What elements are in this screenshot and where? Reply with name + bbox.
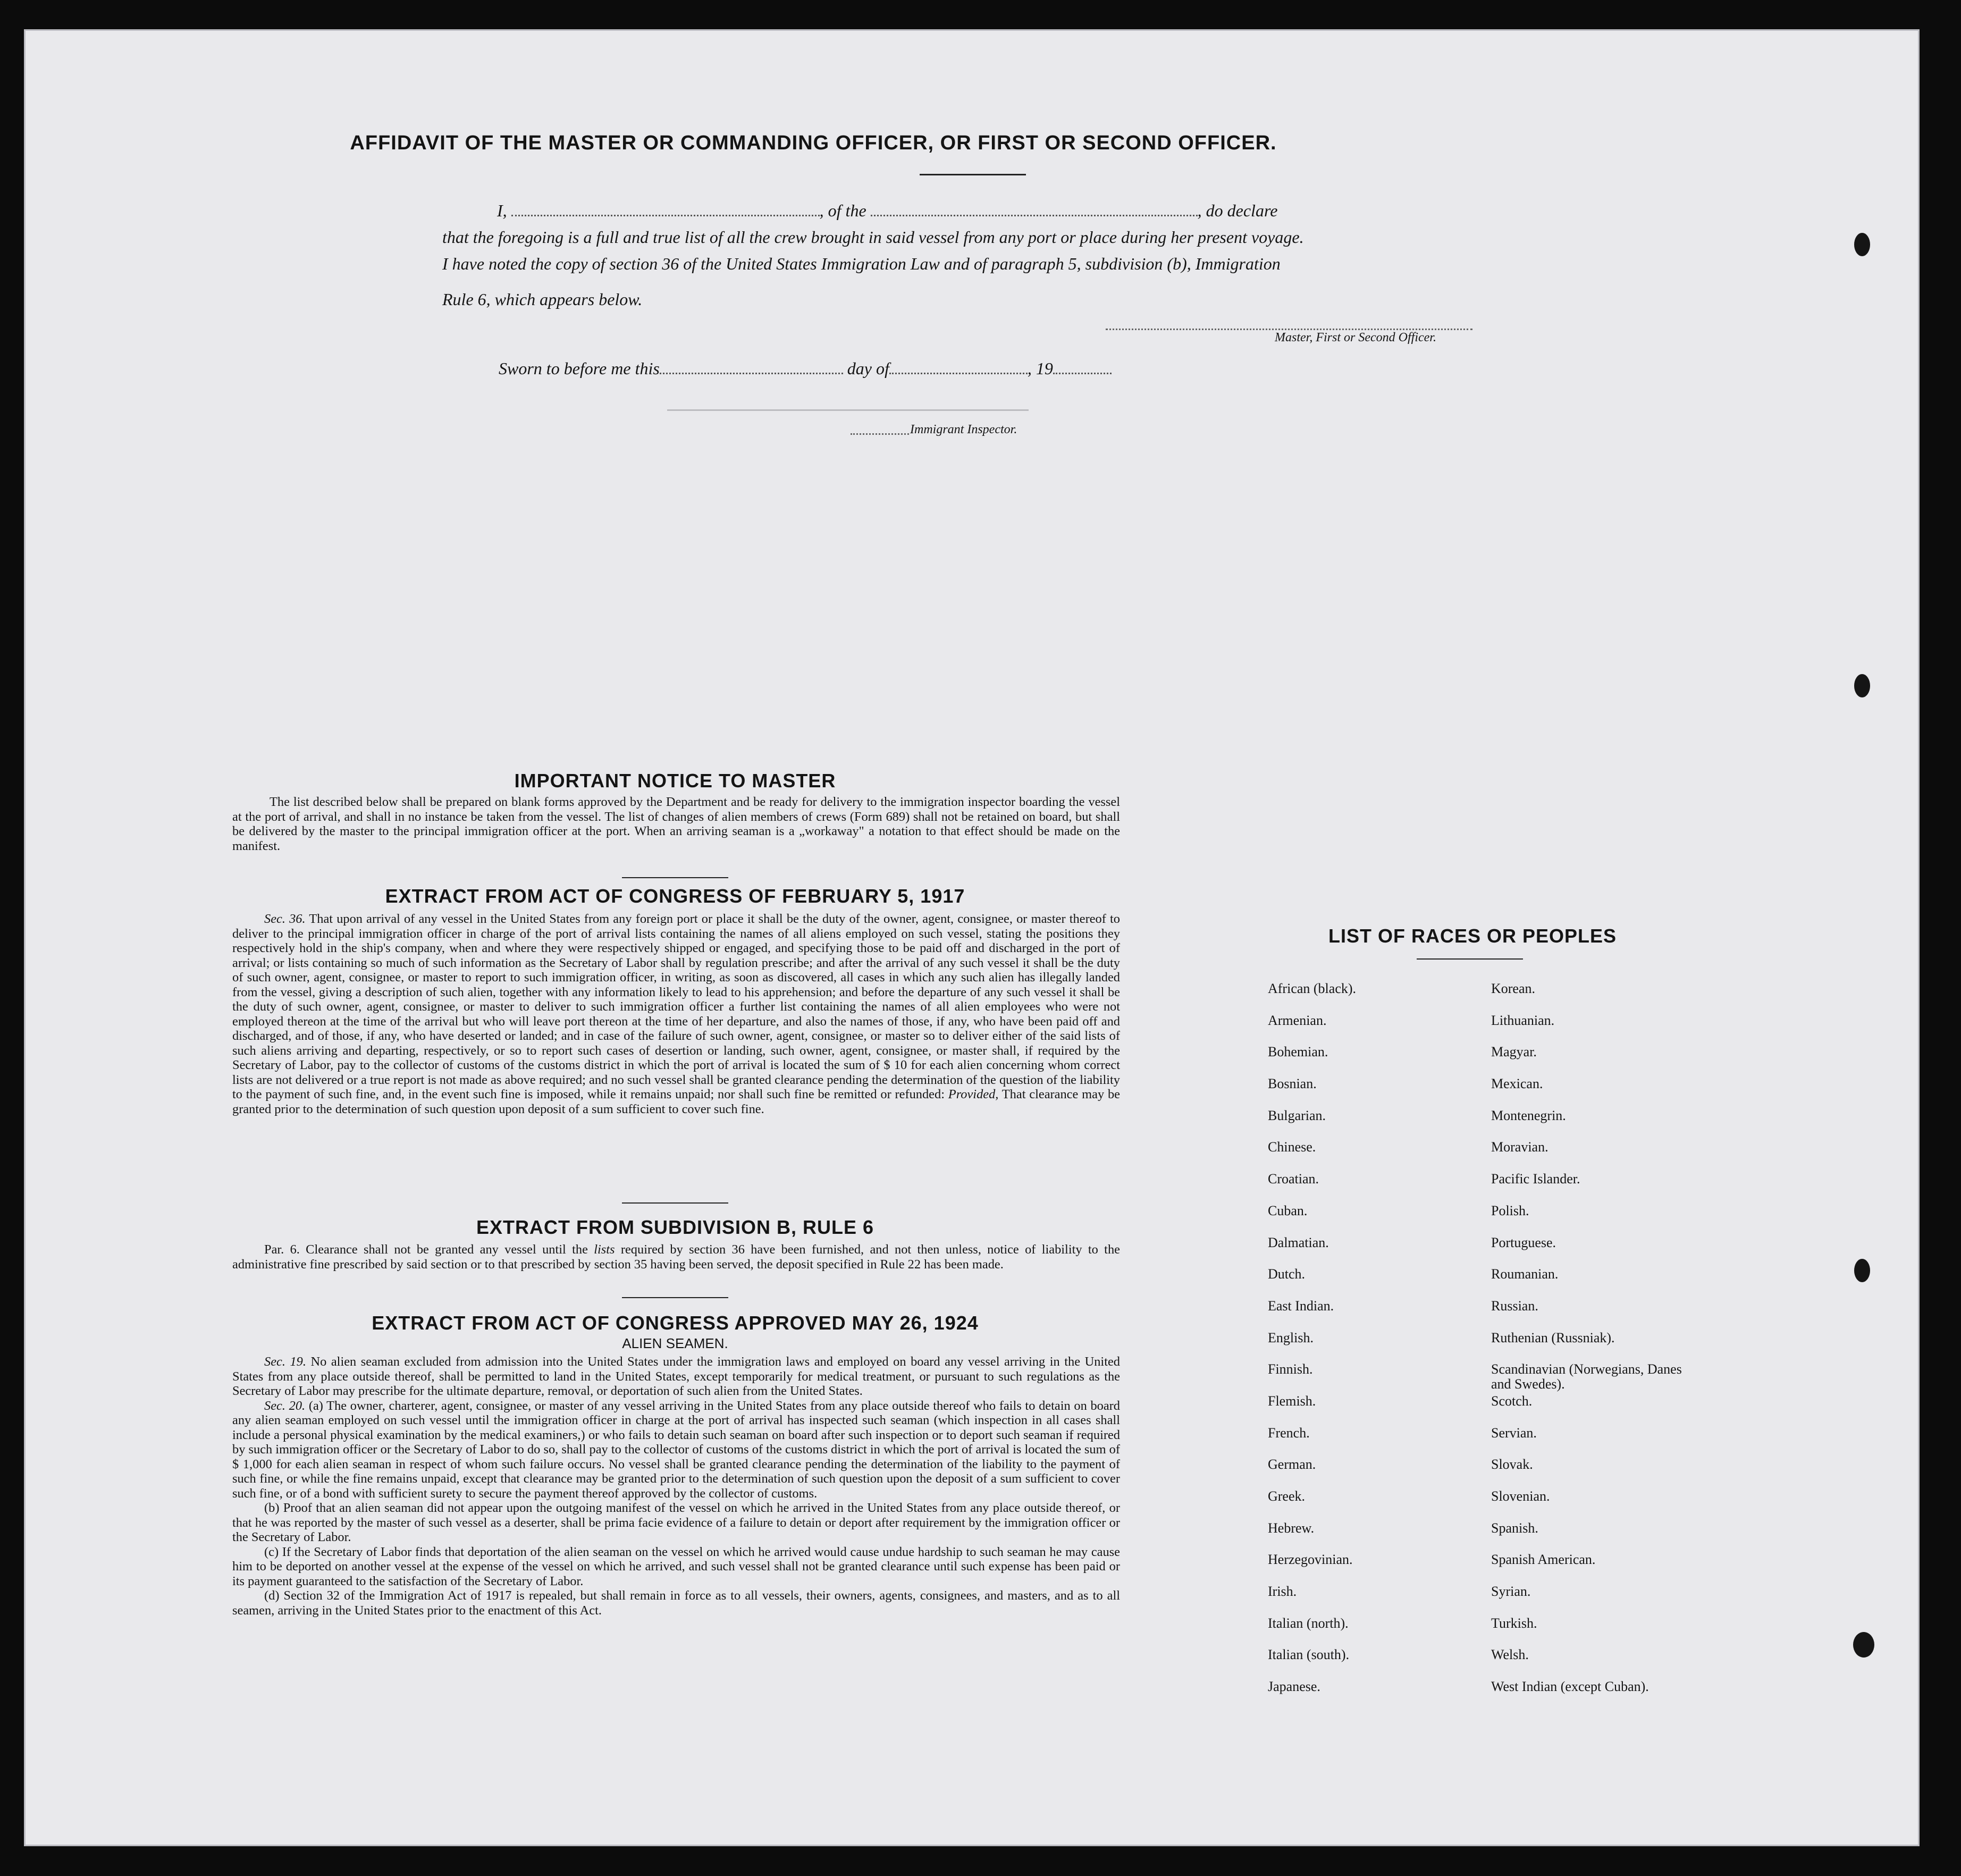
alien-seamen-subtitle: ALIEN SEAMEN. [622, 1335, 728, 1351]
provided-label: Provided, [948, 1087, 999, 1101]
race-item: Bulgarian. [1268, 1107, 1326, 1123]
race-item: Montenegrin. [1491, 1107, 1566, 1123]
race-item: Scotch. [1491, 1393, 1533, 1409]
race-item: Roumanian. [1491, 1266, 1559, 1282]
name-blank[interactable] [511, 213, 820, 216]
notice-text [232, 795, 1120, 853]
race-item: Korean. [1491, 981, 1536, 996]
race-item: French. [1268, 1425, 1310, 1441]
race-item: Ruthenian (Russniak). [1491, 1330, 1615, 1345]
inspector-line-faint [667, 409, 1029, 411]
race-item: Slovenian. [1491, 1488, 1550, 1504]
affidavit-declare: , do declare [1197, 201, 1278, 220]
sec-36-text-b: That clearance may be granted prior to the determination of such question upon deposit of a sum sufficient to cover such fine. [232, 1087, 1120, 1116]
extract-rule6-text [232, 1242, 1120, 1272]
race-item: Moravian. [1491, 1139, 1548, 1155]
sworn-line [499, 359, 1112, 378]
races-right-column [1491, 981, 1704, 1711]
race-item: Hebrew. [1268, 1520, 1315, 1536]
lists-label: lists [594, 1242, 615, 1257]
inspector-signature-line[interactable] [851, 433, 909, 435]
race-item: Italian (north). [1268, 1615, 1349, 1631]
race-item: African (black). [1268, 981, 1357, 996]
extract-1924-text [232, 1355, 1120, 1618]
inspector-caption: Immigrant Inspector. [910, 423, 1017, 436]
race-item: Dutch. [1268, 1266, 1306, 1282]
year-blank[interactable] [1053, 371, 1112, 374]
race-item: West Indian (except Cuban). [1491, 1679, 1649, 1695]
race-item: English. [1268, 1330, 1314, 1345]
race-item: Welsh. [1491, 1647, 1529, 1663]
race-item: Spanish. [1491, 1520, 1538, 1536]
notice-paragraph: The list described below shall be prepared on blank forms approved by the Department and be ready for delivery to the immigration inspector boarding the vessel at the port of arrival, and shall in no instance be taken from the vessel. The list of changes of alien members of crews (Form 689) shall not be retained on board, but shall be delivered by the master to the principal immigration officer at the port. When an arriving seaman is a „workaway" a notation to that effect should be made on the manifest. [232, 795, 1120, 853]
race-item: Spanish American. [1491, 1552, 1596, 1568]
race-item: Croatian. [1268, 1171, 1319, 1187]
sec-20-label: Sec. 20. [264, 1398, 306, 1413]
punch-hole [1854, 674, 1870, 697]
extract-rule6-title: EXTRACT FROM SUBDIVISION B, RULE 6 [476, 1216, 874, 1238]
vessel-blank[interactable] [871, 213, 1198, 216]
sec-19-text: No alien seaman excluded from admission into the United States under the immigration laws and employed on board any vessel arriving in the United States from any place outside thereof, shall be permitted to land in the United States, except temporarily for medical treatment, or pursuant to such regulations as the Secretary of Labor may prescribe for the ultimate departure, removal, or deportation of such alien from the United States. [232, 1355, 1120, 1398]
race-item: Cuban. [1268, 1202, 1308, 1218]
race-item: German. [1268, 1457, 1316, 1473]
race-item: Polish. [1491, 1202, 1529, 1218]
divider [622, 1202, 728, 1204]
race-item: Mexican. [1491, 1076, 1543, 1092]
sec-36-paragraph [232, 912, 1120, 1116]
affidavit-line-4: Rule 6, which appears below. [442, 290, 643, 309]
affidavit-of-the: , of the [819, 201, 866, 220]
sec-20a-paragraph [232, 1399, 1120, 1501]
punch-hole [1854, 233, 1870, 256]
races-underline [1417, 958, 1523, 960]
extract-1924-title: EXTRACT FROM ACT OF CONGRESS APPROVED MAY 26, 1924 [372, 1312, 979, 1334]
sec-19-paragraph [232, 1355, 1120, 1399]
race-item: Italian (south). [1268, 1647, 1350, 1663]
affidavit-i: I, [497, 201, 507, 220]
races-title: LIST OF RACES OR PEOPLES [1328, 925, 1617, 947]
extract-1917-title: EXTRACT FROM ACT OF CONGRESS OF FEBRUARY 5, 1917 [385, 885, 965, 907]
sworn-prefix: Sworn to before me this [499, 359, 660, 378]
race-item: Chinese. [1268, 1139, 1316, 1155]
race-item: Russian. [1491, 1298, 1538, 1314]
race-item: Bohemian. [1268, 1044, 1328, 1060]
race-item: Dalmatian. [1268, 1234, 1329, 1250]
title-underline [920, 174, 1026, 175]
race-item: Japanese. [1268, 1679, 1320, 1695]
race-item: Syrian. [1491, 1584, 1531, 1600]
sec-20b-paragraph: (b) Proof that an alien seaman did not appear upon the outgoing manifest of the vessel on which he arrived in the United States from any place outside thereof, or that he was reported by the master of such vessel as a deserter, shall be prima facie evidence of a failure to detain or deport after requirement by the immigration officer or the Secretary of Labor. [232, 1501, 1120, 1544]
race-item: Turkish. [1491, 1615, 1537, 1631]
affidavit-declaration-line [497, 201, 1277, 221]
affidavit-line-3: I have noted the copy of section 36 of the United States Immigration Law and of paragraph 5, subdivision (b), Immigration [442, 254, 1281, 273]
punch-hole [1854, 1259, 1870, 1282]
par-6-text-a: Par. 6. Clearance shall not be granted any vessel until the [264, 1242, 588, 1257]
affidavit-line-2: that the foregoing is a full and true list of all the crew brought in said vessel from any port or place during her present voyage. [442, 228, 1304, 247]
race-item: Irish. [1268, 1584, 1297, 1600]
notice-title: IMPORTANT NOTICE TO MASTER [514, 770, 836, 792]
sec-20c-paragraph: (c) If the Secretary of Labor finds that deportation of the alien seaman on the vessel on which he arrived would cause undue hardship to such seaman he may cause him to be deported on another vessel at the expense of the vessel on which he arrived, and such vessel shall not be granted clearance until such expense has been paid or its payment guaranteed to the satisfaction of the Secretary of Labor. [232, 1544, 1120, 1588]
day-blank[interactable] [660, 371, 843, 374]
race-item: Finnish. [1268, 1361, 1313, 1377]
par-6-paragraph [232, 1242, 1120, 1272]
sec-36-label: Sec. 36. [264, 912, 306, 926]
race-item: Greek. [1268, 1488, 1306, 1504]
races-left-column [1268, 981, 1459, 1711]
punch-hole [1853, 1632, 1874, 1658]
race-item: Scandinavian (Norwegians, Danes and Swedes). [1491, 1361, 1682, 1392]
race-item: Lithuanian. [1491, 1012, 1555, 1028]
master-caption: Master, First or Second Officer. [1275, 331, 1436, 344]
sworn-day-of: day of [847, 359, 889, 378]
divider [622, 877, 728, 878]
race-item: Portuguese. [1491, 1234, 1556, 1250]
master-signature-line[interactable] [1106, 329, 1472, 330]
race-item: Herzegovinian. [1268, 1552, 1353, 1568]
race-item: East Indian. [1268, 1298, 1334, 1314]
race-item: Flemish. [1268, 1393, 1316, 1409]
race-item: Armenian. [1268, 1012, 1327, 1028]
month-blank[interactable] [889, 371, 1028, 374]
sec-20a-text: (a) The owner, charterer, agent, consignee, or master of any vessel arriving in the United States from any place outside thereof who fails to detain on board any alien seaman employed on such vessel until the immigration officer in charge at the port of arrival has inspected such seaman (which inspection in all cases shall include a personal physical examination by the medical examiners,) or who fails to detain such seaman on board after such inspection or to deport such seaman if required by such immigration officer or the Secretary of Labor to do so, shall pay to the collector of customs of the customs district in which the port of arrival is located the sum of $ 1,000 for each alien seaman in respect of whom such failure occurs. No vessel shall be granted clearance pending the determination of the liability to the payment of such fine, or while the fine remains unpaid, except that clearance may be granted prior to the determination of such question upon the deposit of a sum sufficient to cover such fine, or of a bond with sufficient surety to secure the payment thereof approved by the collector of customs. [232, 1398, 1121, 1501]
race-item: Slovak. [1491, 1457, 1533, 1473]
divider [622, 1297, 728, 1298]
race-item: Bosnian. [1268, 1076, 1317, 1092]
race-item: Servian. [1491, 1425, 1537, 1441]
sworn-year: , 19 [1027, 359, 1053, 378]
sec-20d-paragraph: (d) Section 32 of the Immigration Act of 1917 is repealed, but shall remain in force as to all vessels, their owners, agents, consignees, and masters, and as to all seamen, arriving in the United States prior to the enactment of this Act. [232, 1588, 1120, 1618]
sec-36-text-a: That upon arrival of any vessel in the United States from any foreign port or place it shall be the duty of the owner, agent, consignee, or master thereof to deliver to the principal immigration officer in charge of the port of arrival lists containing the names of all aliens employed on such vessel, stating the positions they respectively hold in the ship's company, when and where they were respectively shipped or engaged, and specifying those to be paid off and discharged in the port of arrival; or lists containing so much of such information as the Secretary of Labor shall by regulation prescribe; and after the arrival of any such vessel it shall be the duty of such owner, agent, consignee, or master to report to such immigration officer, in writing, as soon as discovered, all cases in which any such alien has illegally landed from the vessel, giving a description of such alien, together with any information likely to lead to his apprehension; and before the departure of any such vessel it shall be the duty of such owner, agent, consignee, or master to deliver to such immigration officer a further list containing the names of all alien employees who were not employed thereon at the time of the arrival but who will leave port thereon at the time of her departure, and also the names of those, if any, who have been paid off and discharged, and of those, if any, who have deserted or landed; and in case of the failure of such owner, agent, consignee, or master so to deliver either of the said lists of such aliens arriving and departing, respectively, or so to report such cases of desertion or landing, such owner, agent, consignee, or master shall, if required by the Secretary of Labor, pay to the collector of customs of the customs district in which the port of arrival is located the sum of $ 10 for each alien concerning whom correct lists are not delivered or a true report is not made as above required; and no such vessel shall be granted clearance pending the determination of the question of the liability to the payment of such fine, and, in the event such fine is imposed, while it remains unpaid; nor shall such fine be remitted or refunded: [232, 912, 1120, 1101]
affidavit-title: AFFIDAVIT OF THE MASTER OR COMMANDING OFFICER, OR FIRST OR SECOND OFFICER. [350, 132, 1277, 154]
extract-1917-text [232, 912, 1120, 1116]
race-item: Magyar. [1491, 1044, 1537, 1060]
par-6-text-b: required by section 36 have been furnished, and not then unless, notice of liability to the administrative fine prescribed by said section or to that prescribed by section 35 having been served, the deposit specified in Rule 22 has been made. [232, 1242, 1120, 1272]
race-item: Pacific Islander. [1491, 1171, 1580, 1187]
sec-19-label: Sec. 19. [264, 1355, 306, 1369]
